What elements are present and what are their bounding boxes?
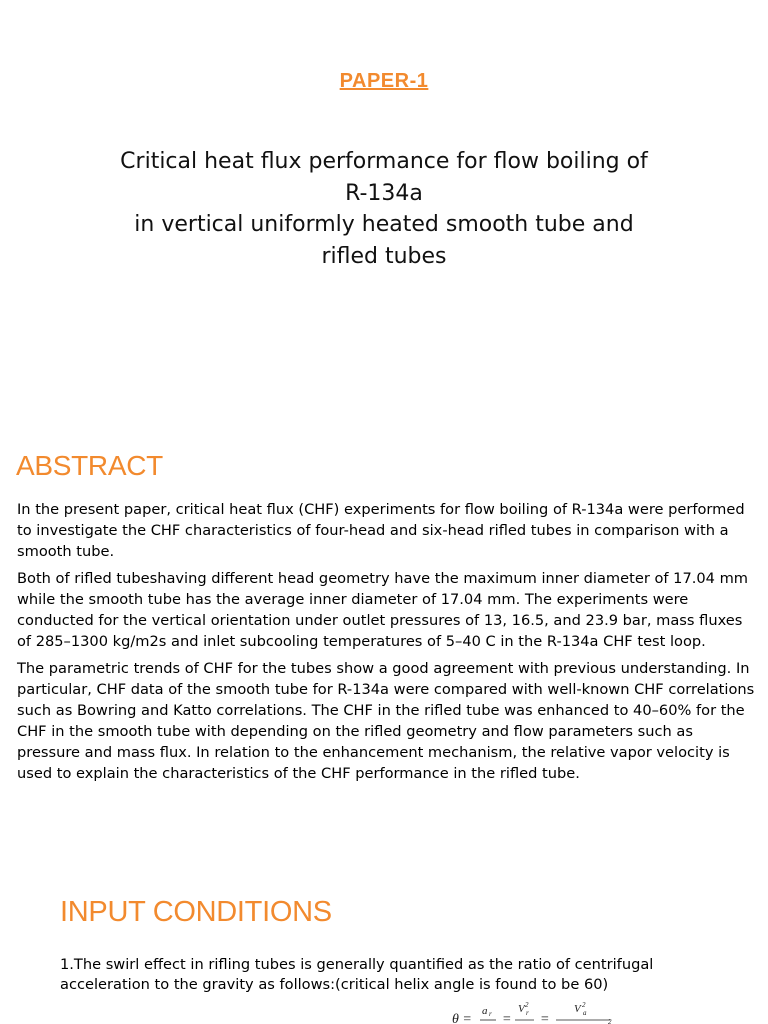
title-line: in vertical uniformly heated smooth tube and — [134, 212, 634, 237]
paper-label: PAPER-1 — [339, 70, 429, 92]
svg-text:2: 2 — [582, 1001, 586, 1009]
svg-text:2: 2 — [608, 1018, 612, 1024]
abstract-heading: ABSTRACT — [16, 450, 163, 481]
svg-text:=: = — [540, 1012, 550, 1024]
svg-text:a: a — [583, 1009, 587, 1017]
svg-text:=: = — [502, 1012, 512, 1024]
title-line: rifled tubes — [321, 243, 447, 269]
svg-text:V: V — [518, 1003, 525, 1015]
input-conditions-heading: INPUT CONDITIONS — [60, 896, 332, 928]
svg-text:V: V — [574, 1003, 581, 1015]
svg-text:2: 2 — [525, 1001, 529, 1009]
svg-text:θ =: θ = — [452, 1012, 472, 1024]
paper-title — [70, 146, 698, 272]
svg-text:r: r — [526, 1009, 529, 1017]
abstract-paragraph: Both of rifled tubeshaving different head geometry have the maximum inner diameter of 17.04 mm while the smooth tube has the average inner diameter of 17.04 mm. The experiments were conducted for the vertical orientation under outlet pressures of 13, 16.5, and 23.9 bar, mass fluxes of 285–1300 kg/m2s and inlet subcooling temperatures of 5–40 C in the R-134a CHF test loop. — [17, 570, 749, 650]
input-conditions-text: 1.The swirl effect in rifling tubes is generally quantified as the ratio of centrifugal acceleration to the gravity as follows:(critical helix angle is found to be 60) — [60, 956, 654, 993]
abstract-paragraph: The parametric trends of CHF for the tubes show a good agreement with previous understanding. In particular, CHF data of the smooth tube for R-134a were compared with well-known CHF correlations such as Bowring and Katto correlations. The CHF in the rifled tube was enhanced to 40–60% for the CHF in the smooth tube with depending on the rifled geometry and flow parameters such as pressure and mass flux. In relation to the enhancement mechanism, the relative vapor velocity is used to explain the characteristics of the CHF performance in the rifled tube. — [17, 660, 755, 782]
swirl-formula-image — [452, 998, 622, 1024]
title-line: R-134a — [345, 180, 423, 206]
title-line: Critical heat flux performance for flow boiling of — [120, 149, 648, 174]
abstract-paragraph: In the present paper, critical heat flux (CHF) experiments for flow boiling of R-134a were performed to investigate the CHF characteristics of four-head and six-head rifled tubes in comparison with a smooth tube. — [17, 501, 745, 560]
svg-text:r: r — [489, 1010, 492, 1018]
abstract-body — [17, 499, 755, 790]
svg-text:a: a — [482, 1005, 488, 1017]
